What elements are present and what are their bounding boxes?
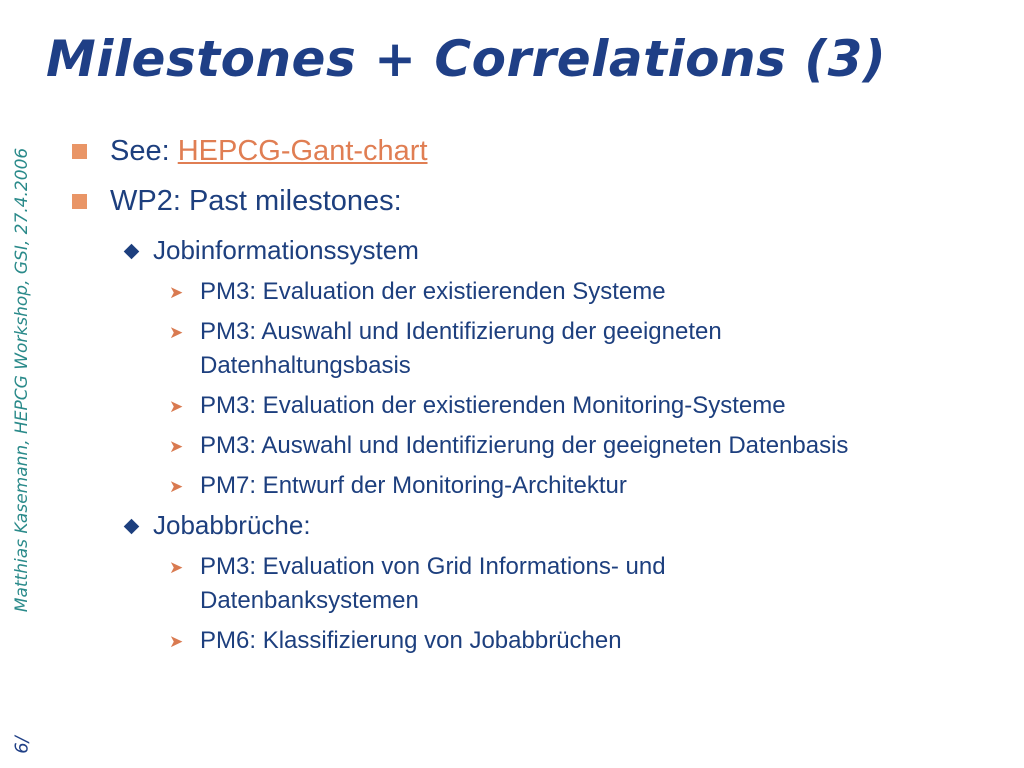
- milestone-item: [70, 275, 1000, 309]
- milestone-text-continued: Datenbanksystemen: [200, 587, 419, 614]
- diamond-bullet-icon: [124, 519, 140, 535]
- milestone-item: [70, 550, 1000, 618]
- sub-item-jobabbrueche: [70, 509, 1000, 541]
- past-milestones-label: WP2: Past milestones:: [110, 185, 402, 217]
- arrow-bullet-icon: ➤: [169, 283, 184, 303]
- page-number: 6/: [11, 736, 33, 754]
- milestone-text: PM3: Evaluation von Grid Informations- und: [200, 553, 666, 580]
- milestone-text: PM3: Evaluation der existierenden Systeme: [200, 278, 666, 305]
- diamond-bullet-icon: [124, 244, 140, 260]
- milestone-item: [70, 429, 1000, 463]
- author-event-date: Matthias Kasemann, HEPCG Workshop, GSI, 27.4.2006: [12, 147, 32, 613]
- milestone-text: PM3: Auswahl und Identifizierung der geeigneten: [200, 318, 722, 345]
- bullet-item-see: [70, 134, 1000, 168]
- milestone-code: PM6: [200, 627, 250, 654]
- arrow-bullet-icon: ➤: [169, 323, 184, 343]
- sub-item-label: Jobinformationssystem: [153, 235, 419, 265]
- milestone-item: [70, 315, 1000, 383]
- milestone-item: [70, 469, 1000, 503]
- sidebar: [0, 0, 44, 768]
- milestone-text: PM7: Entwurf der Monitoring-Architektur: [200, 472, 627, 499]
- sub-item-label: Jobabbrüche: [153, 510, 304, 540]
- square-bullet-icon: [72, 144, 87, 159]
- arrow-bullet-icon: ➤: [169, 632, 184, 652]
- square-bullet-icon: [72, 194, 87, 209]
- arrow-bullet-icon: ➤: [169, 558, 184, 578]
- milestone-item: [70, 389, 1000, 423]
- milestone-text-continued: Datenhaltungsbasis: [200, 352, 411, 379]
- sub-item-jobinformationssystem: [70, 234, 1000, 266]
- milestone-text: PM3: Auswahl und Identifizierung der geeigneten Datenbasis: [200, 432, 849, 459]
- gant-chart-link[interactable]: HEPCG-Gant-chart: [177, 135, 428, 167]
- see-prefix: See:: [110, 135, 178, 167]
- slide-content: [70, 134, 1000, 664]
- milestone-text: : Klassifizierung von Jobabbrüchen: [249, 627, 622, 654]
- arrow-bullet-icon: ➤: [169, 477, 184, 497]
- arrow-bullet-icon: ➤: [169, 437, 184, 457]
- sub-item-suffix: :: [303, 510, 311, 540]
- milestone-text: PM3: Evaluation der existierenden Monitoring-Systeme: [200, 392, 786, 419]
- milestone-item: [70, 624, 1000, 658]
- slide-title: Milestones + Correlations (3): [46, 30, 887, 88]
- arrow-bullet-icon: ➤: [169, 397, 184, 417]
- bullet-item-past-milestones: [70, 184, 1000, 218]
